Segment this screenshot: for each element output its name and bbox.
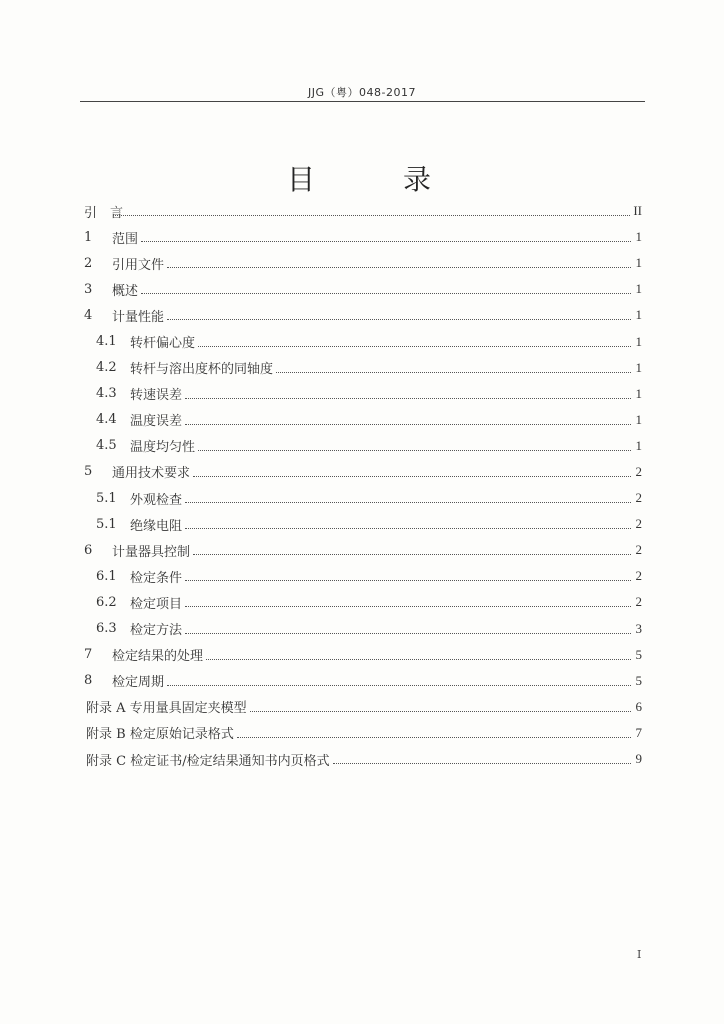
toc-entry-title: 附录 C 检定证书/检定结果通知书内页格式 — [86, 753, 330, 769]
dot-leader — [185, 423, 631, 425]
toc-entry-page: 1 — [635, 411, 642, 427]
dot-leader — [113, 214, 630, 216]
toc-entry[interactable] — [84, 407, 642, 433]
toc-entry-page: 1 — [635, 333, 642, 349]
toc-entry-title: 范围 — [112, 231, 139, 247]
dot-leader — [185, 632, 631, 634]
toc-entry-number: 6 — [84, 542, 93, 558]
toc-entry[interactable] — [84, 355, 642, 381]
toc-entry-title: 转杆与溶出度杯的同轴度 — [130, 362, 274, 378]
toc-entry-page: 6 — [635, 698, 642, 714]
table-of-contents — [84, 198, 642, 772]
toc-entry-page: 5 — [635, 672, 642, 688]
toc-entry[interactable] — [84, 511, 642, 537]
toc-entry[interactable] — [84, 433, 642, 459]
toc-entry[interactable] — [84, 642, 642, 668]
toc-entry[interactable] — [84, 720, 642, 746]
toc-entry-number: 5.1 — [96, 490, 117, 506]
dot-leader — [185, 397, 631, 399]
toc-entry-number: 引 言 — [84, 205, 124, 221]
toc-entry-page: II — [633, 203, 642, 219]
toc-entry-page: 2 — [635, 490, 642, 506]
toc-entry-number: 5 — [84, 464, 93, 480]
toc-entry-page: 1 — [635, 437, 642, 453]
toc-entry[interactable] — [84, 459, 642, 485]
toc-entry-page: 2 — [635, 463, 642, 479]
dot-leader — [167, 266, 631, 268]
dot-leader — [141, 292, 631, 294]
toc-entry-title: 温度均匀性 — [130, 440, 196, 456]
toc-entry[interactable] — [84, 328, 642, 354]
toc-entry[interactable] — [84, 224, 642, 250]
dot-leader — [198, 345, 631, 347]
toc-entry-number: 2 — [84, 255, 93, 271]
toc-entry-page: 2 — [635, 568, 642, 584]
toc-entry-number: 6.1 — [96, 568, 117, 584]
dot-leader — [167, 684, 631, 686]
toc-entry-page: 9 — [635, 751, 642, 767]
toc-entry-title: 转速误差 — [130, 388, 183, 404]
toc-entry-page: 2 — [635, 542, 642, 558]
toc-entry-title: 检定条件 — [130, 570, 183, 586]
toc-entry-number: 1 — [84, 229, 93, 245]
toc-entry[interactable] — [84, 694, 642, 720]
toc-entry[interactable] — [84, 589, 642, 615]
toc-entry-title: 检定项目 — [130, 596, 183, 612]
dot-leader — [206, 658, 631, 660]
dot-leader — [250, 710, 631, 712]
toc-entry-page: 1 — [635, 281, 642, 297]
toc-entry-title: 引用文件 — [112, 257, 165, 273]
toc-entry-page: 2 — [635, 516, 642, 532]
dot-leader — [333, 762, 631, 764]
toc-entry[interactable] — [84, 485, 642, 511]
dot-leader — [185, 501, 631, 503]
header-divider — [80, 101, 645, 102]
toc-entry-page: 3 — [635, 620, 642, 636]
toc-entry-number: 6.3 — [96, 621, 117, 637]
toc-entry[interactable] — [84, 198, 642, 224]
dot-leader — [185, 527, 631, 529]
toc-entry-title: 外观检查 — [130, 492, 183, 508]
toc-entry[interactable] — [84, 746, 642, 772]
toc-entry-page: 1 — [635, 229, 642, 245]
toc-entry-number: 3 — [84, 281, 93, 297]
toc-entry-title: 转杆偏心度 — [130, 336, 196, 352]
toc-entry-number: 5.1 — [96, 516, 117, 532]
toc-entry-title: 温度误差 — [130, 414, 183, 430]
standard-code-header: JJG（粤）048-2017 — [308, 86, 416, 99]
dot-leader — [141, 240, 631, 242]
toc-entry-title: 通用技术要求 — [112, 466, 191, 482]
toc-entry-page: 1 — [635, 255, 642, 271]
toc-entry-title: 附录 A 专用量具固定夹模型 — [86, 701, 247, 717]
page-number: I — [637, 948, 642, 961]
toc-entry[interactable] — [84, 302, 642, 328]
toc-entry-number: 8 — [84, 673, 93, 689]
dot-leader — [167, 318, 631, 320]
dot-leader — [276, 371, 631, 373]
toc-entry-number: 4.5 — [96, 438, 117, 454]
toc-entry-title: 检定方法 — [130, 623, 183, 639]
toc-entry-title: 附录 B 检定原始记录格式 — [86, 727, 234, 743]
toc-entry[interactable] — [84, 381, 642, 407]
toc-entry-page: 1 — [635, 307, 642, 323]
toc-entry-title: 检定周期 — [112, 675, 165, 691]
toc-entry-number: 4.3 — [96, 386, 117, 402]
toc-entry-number: 4 — [84, 307, 93, 323]
toc-entry[interactable] — [84, 668, 642, 694]
dot-leader — [185, 579, 631, 581]
toc-title: 目 录 — [286, 163, 461, 196]
toc-entry-number: 4.2 — [96, 360, 117, 376]
toc-entry[interactable] — [84, 276, 642, 302]
toc-entry-title: 计量性能 — [112, 309, 165, 325]
toc-entry[interactable] — [84, 250, 642, 276]
dot-leader — [198, 449, 631, 451]
dot-leader — [237, 736, 631, 738]
dot-leader — [193, 553, 631, 555]
dot-leader — [185, 605, 631, 607]
toc-entry-number: 7 — [84, 647, 93, 663]
toc-entry[interactable] — [84, 537, 642, 563]
toc-entry-title: 概述 — [112, 283, 139, 299]
toc-entry-page: 7 — [635, 724, 642, 740]
toc-entry-page: 1 — [635, 385, 642, 401]
toc-entry[interactable] — [84, 563, 642, 589]
dot-leader — [193, 475, 631, 477]
toc-entry-page: 1 — [635, 359, 642, 375]
toc-entry-page: 2 — [635, 594, 642, 610]
toc-entry-title: 计量器具控制 — [112, 544, 191, 560]
toc-entry-page: 5 — [635, 646, 642, 662]
toc-entry[interactable] — [84, 616, 642, 642]
toc-entry-number: 6.2 — [96, 594, 117, 610]
toc-entry-title: 检定结果的处理 — [112, 649, 204, 665]
toc-entry-number: 4.1 — [96, 334, 117, 350]
toc-entry-number: 4.4 — [96, 412, 117, 428]
toc-entry-title: 绝缘电阻 — [130, 518, 183, 534]
